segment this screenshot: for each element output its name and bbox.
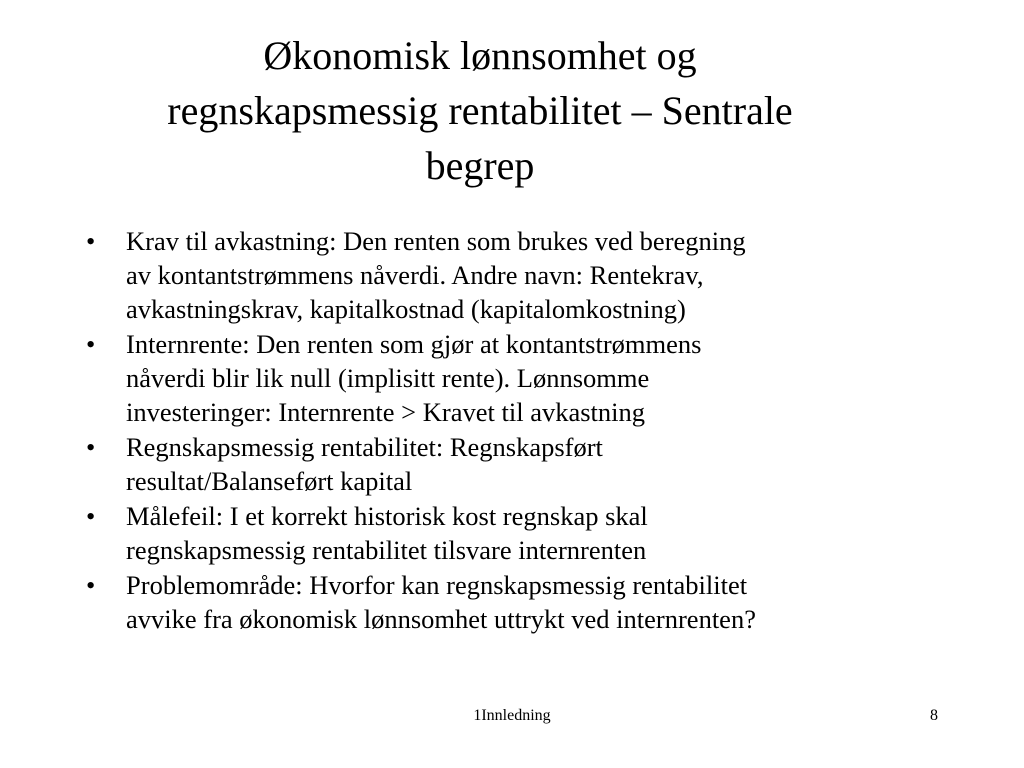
bullet-text-line: Internrente: Den renten som gjør at kontantstrømmens	[126, 329, 702, 359]
bullet-text-line: investeringer: Internrente > Kravet til avkastning	[126, 397, 646, 427]
bullet-text-line: Regnskapsmessig rentabilitet: Regnskapsført	[126, 432, 603, 462]
bullet-list	[86, 224, 966, 637]
bullet-icon: •	[86, 501, 96, 531]
title-line: begrep	[425, 143, 535, 188]
bullet-item	[86, 568, 966, 636]
bullet-text-line: avvike fra økonomisk lønnsomhet uttrykt ved internrenten?	[126, 604, 756, 634]
bullet-icon: •	[86, 570, 96, 600]
bullet-item	[86, 224, 966, 326]
bullet-item	[86, 499, 966, 567]
bullet-text-line: avkastningskrav, kapitalkostnad (kapitalomkostning)	[126, 294, 686, 324]
bullet-text-line: Problemområde: Hvorfor kan regnskapsmessig rentabilitet	[126, 570, 748, 600]
bullet-icon: •	[86, 329, 96, 359]
bullet-text-line: av kontantstrømmens nåverdi. Andre navn: Rentekrav,	[126, 260, 704, 290]
bullet-text-line: regnskapsmessig rentabilitet tilsvare internrenten	[126, 535, 647, 565]
bullet-icon: •	[86, 432, 96, 462]
title-line: regnskapsmessig rentabilitet – Sentrale	[167, 88, 793, 133]
bullet-item	[86, 327, 966, 429]
bullet-item	[86, 430, 966, 498]
bullet-icon: •	[86, 226, 96, 256]
bullet-text-line: Krav til avkastning: Den renten som brukes ved beregning	[126, 226, 746, 256]
footer-section-label: 1Innledning	[473, 707, 551, 724]
bullet-text-line: resultat/Balanseført kapital	[126, 466, 413, 496]
slide-title	[80, 28, 880, 193]
bullet-text-line: Målefeil: I et korrekt historisk kost regnskap skal	[126, 501, 648, 531]
title-line: Økonomisk lønnsomhet og	[263, 33, 697, 78]
bullet-text-line: nåverdi blir lik null (implisitt rente). Lønnsomme	[126, 363, 650, 393]
page-number: 8	[930, 707, 938, 724]
